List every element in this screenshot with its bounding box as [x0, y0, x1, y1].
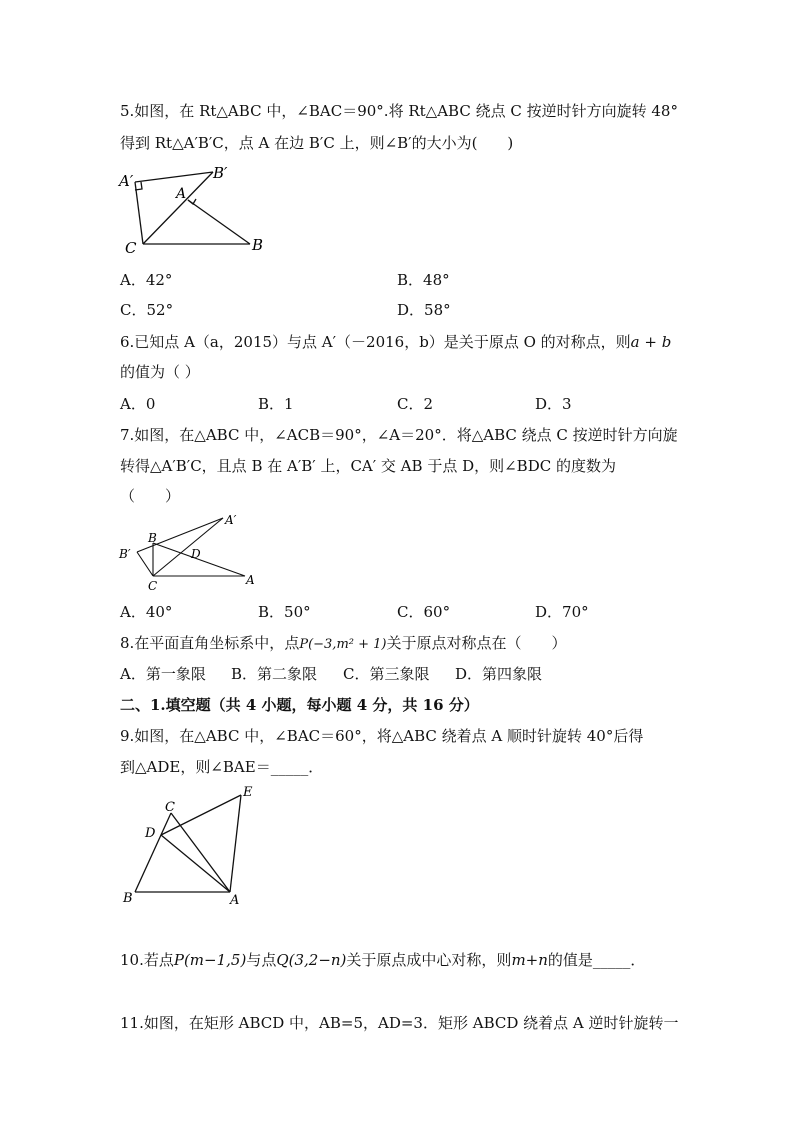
q7-option-b: B．50°	[258, 603, 311, 621]
q11-line1: 11.如图，在矩形 ABCD 中，AB=5，AD=3．矩形 ABCD 绕着点 A 逆时针旋转一	[120, 1014, 679, 1032]
q5-option-c: C．52°	[120, 301, 174, 319]
q7-option-c: C．60°	[397, 603, 451, 621]
q8-prefix: 8.在平面直角坐标系中，点	[120, 634, 300, 652]
section2-title: 二、1.填空题（共 4 小题，每小题 4 分，共 16 分）	[120, 696, 479, 714]
q5-label-a: A	[176, 186, 187, 202]
q7-label-c: C	[148, 579, 158, 593]
q7-label-a-prime: A′	[225, 513, 237, 527]
q10-suffix: 的值是_____．	[547, 951, 646, 969]
q9-label-d: D	[145, 826, 156, 841]
q5-line2: 得到 Rt△A′B′C，点 A 在边 B′C 上，则∠B′的大小为( )	[120, 134, 514, 152]
q8-point: P(−3,m² + 1)	[299, 637, 387, 652]
q5-label-a-prime: A′	[119, 172, 134, 190]
q10-mid2: 关于原点成中心对称，则	[346, 951, 512, 969]
q10-mid: 与点	[246, 951, 277, 969]
q6-line2: 的值为（ ）	[120, 363, 200, 381]
q10-expression: m+n	[511, 951, 548, 969]
q10-prefix: 10.若点	[120, 951, 174, 969]
q8-option-c: C．第三象限	[343, 665, 430, 683]
q7-figure	[115, 510, 265, 595]
q7-line3: （ ）	[120, 487, 181, 505]
q8-option-a: A．第一象限	[120, 665, 206, 683]
q7-line1: 7.如图，在△ABC 中，∠ACB＝90°，∠A＝20°．将△ABC 绕点 C 按逆时针方向旋	[120, 426, 678, 444]
q5-option-a: A．42°	[120, 271, 173, 289]
q7-label-d: D	[191, 547, 201, 561]
q5-line1: 5.如图，在 Rt△ABC 中，∠BAC＝90°.将 Rt△ABC 绕点 C 按逆时针方向旋转 48°	[120, 102, 678, 120]
q6-expression: a + b	[630, 333, 672, 351]
q8-line	[120, 632, 567, 656]
q6-option-d: D．3	[535, 395, 572, 413]
q6-option-b: B．1	[258, 395, 294, 413]
q5-label-c: C	[125, 239, 137, 255]
q10-line	[120, 949, 645, 971]
q5-label-b: B	[252, 236, 264, 254]
q9-label-e: E	[243, 785, 253, 800]
q9-label-a: A	[230, 893, 240, 908]
q9-figure	[115, 780, 265, 910]
q8-option-b: B．第二象限	[231, 665, 318, 683]
q6-option-c: C．2	[397, 395, 434, 413]
q6-option-a: A．0	[120, 395, 156, 413]
q5-figure	[115, 160, 275, 255]
q8-suffix: 关于原点对称点在（ ）	[386, 634, 567, 652]
q10-point-q: Q(3,2−n)	[276, 951, 347, 969]
q8-option-d: D．第四象限	[455, 665, 543, 683]
q5-option-b: B．48°	[397, 271, 450, 289]
q9-label-b: B	[123, 891, 133, 906]
q5-option-d: D．58°	[397, 301, 451, 319]
q9-line2: 到△ADE，则∠BAE＝_____．	[120, 758, 324, 776]
q5-label-b-prime: B′	[213, 164, 228, 182]
q7-label-a: A	[246, 573, 255, 587]
q7-label-b: B	[148, 531, 157, 545]
q7-line2: 转得△A′B′C，且点 B 在 A′B′ 上，CA′ 交 AB 于点 D，则∠BDC 的度数为	[120, 457, 616, 475]
q7-option-d: D．70°	[535, 603, 589, 621]
q7-label-b-prime: B′	[119, 547, 131, 561]
q10-point-p: P(m−1,5)	[173, 951, 247, 969]
q6-line1	[120, 331, 671, 353]
q6-text: 6.已知点 A（a，2015）与点 A′（－2016，b）是关于原点 O 的对称点，则	[120, 333, 631, 351]
q7-option-a: A．40°	[120, 603, 173, 621]
q9-label-c: C	[165, 800, 175, 815]
q9-line1: 9.如图，在△ABC 中，∠BAC＝60°，将△ABC 绕着点 A 顺时针旋转 40°后得	[120, 727, 644, 745]
